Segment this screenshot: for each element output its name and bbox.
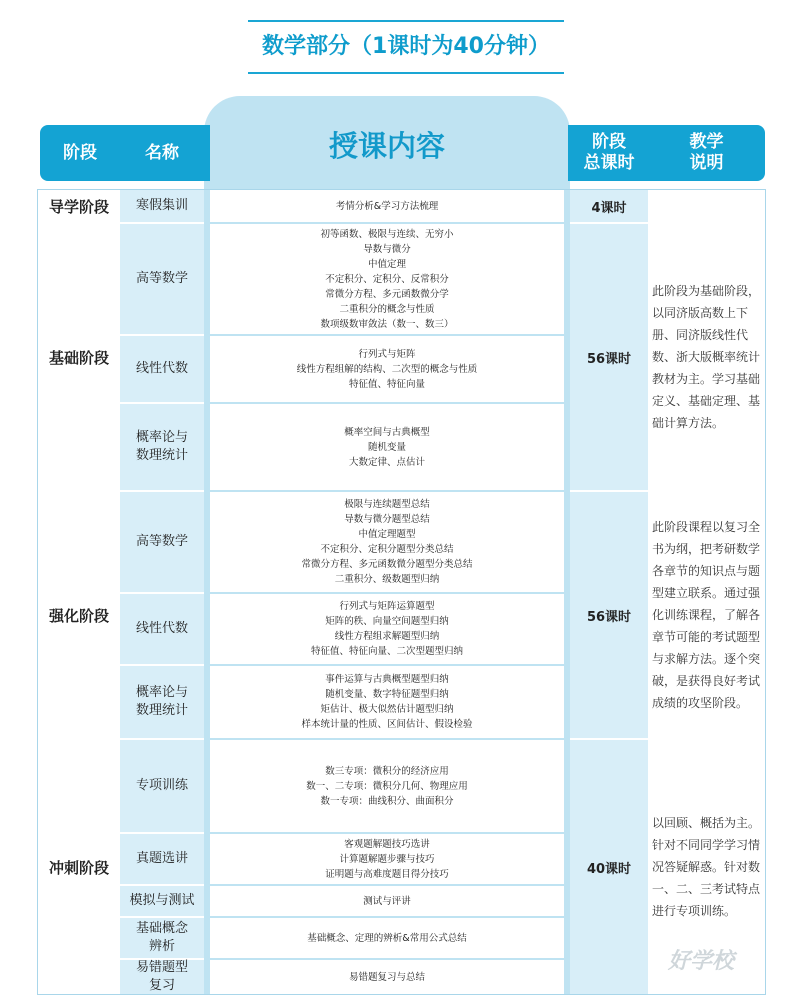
name-cell: 高等数学 [120,492,204,592]
watermark-logo: 好学校 [668,949,735,974]
table-border [37,189,766,995]
header-desc-line1: 教学 [689,132,724,152]
stage-cell: 冲刺阶段 [38,740,120,994]
header-stage: 阶段 [63,142,97,163]
stage-cell: 强化阶段 [38,492,120,738]
header-hours-line1: 阶段 [592,132,626,152]
content-line: 事件运算与古典概型题型归纳 [325,674,449,685]
header-content: 授课内容 [328,128,445,163]
content-line: 二重积分的概念与性质 [339,303,435,315]
hours-cell: 56课时 [570,224,648,490]
content-line: 导数与微分 [363,243,411,255]
content-line: 特征值、特征向量 [348,378,425,390]
content-line: 概率空间与古典概型 [344,426,430,438]
content-line: 数一专项：曲线积分、曲面积分 [320,795,454,807]
content-line: 数三专项：微积分的经济应用 [325,765,449,777]
content-line: 中值定理题型 [358,529,416,540]
content-line: 数一、二专项：微积分几何、物理应用 [306,780,468,792]
content-line: 数项级数审敛法（数一、数三） [320,318,454,330]
content-line: 线性方程组解的结构、二次型的概念与性质 [296,363,478,375]
content-line: 极限与连续题型总结 [344,499,430,510]
header-left [40,125,210,181]
page-title: 数学部分（1课时为40分钟） [262,34,550,59]
name-cell: 概率论与 数理统计 [120,666,204,738]
content-line: 矩估计、极大似然估计题型归纳 [320,704,454,715]
content-line: 证明题与高难度题目得分技巧 [325,868,449,880]
content-line: 矩阵的秩、向量空间题型归纳 [325,616,449,627]
content-line: 导数与微分题型总结 [344,514,430,525]
content-line: 基础概念、定理的辨析&常用公式总结 [307,932,467,944]
content-line: 线性方程组求解题型归纳 [334,631,440,642]
header-hours [570,125,648,181]
content-line: 考情分析&学习方法梳理 [335,200,439,212]
name-cell: 专项训练 [120,740,204,832]
header-name: 名称 [145,142,179,163]
header-hours-line2: 总课时 [583,153,635,173]
header-desc [648,125,765,181]
name-cell: 基础概念 辨析 [120,918,204,958]
content-line: 初等函数、极限与连续、无穷小 [320,228,454,240]
desc-cell: 此阶段为基础阶段，以同济版高数上下册、同济版线性代数、浙大版概率统计教材为主。学习基础定义、基础定理、基础计算方法。 [648,224,765,490]
content-line: 常微分方程、多元函数微分题型分类总结 [301,559,473,570]
name-cell: 易错题型 复习 [120,960,204,994]
content-line: 随机变量、数字特征题型归纳 [325,689,449,700]
content-line: 大数定律、点估计 [348,456,425,468]
content-line: 测试与评讲 [363,895,411,907]
content-line: 易错题复习与总结 [348,971,425,983]
desc-cell: 以回顾、概括为主。针对不同同学学习情况答疑解惑。针对数一、二、三考试特点进行专项训练。 [648,740,765,994]
content-line: 常微分方程、多元函数微分学 [325,288,449,300]
content-line: 行列式与矩阵运算题型 [339,601,435,612]
name-cell: 寒假集训 [120,190,204,222]
name-cell: 真题选讲 [120,834,204,884]
desc-cell: 此阶段课程以复习全书为纲，把考研数学各章节的知识点与题型建立联系。通过强化训练课程，了解各章节可能的考试题型与求解方法。逐个突破，是获得良好考试成绩的攻坚阶段。 [648,492,765,738]
content-line: 不定积分、定积分、反常积分 [325,273,449,285]
content-line: 中值定理 [367,258,406,270]
content-line: 特征值、特征向量、二次型题型归纳 [310,646,463,657]
name-cell: 线性代数 [120,336,204,402]
name-cell: 模拟与测试 [120,886,204,916]
stage-cell: 导学阶段 [38,190,120,222]
hours-cell: 4课时 [570,190,648,222]
title-rule-bottom [248,72,564,74]
content-line: 不定积分、定积分题型分类总结 [320,544,454,555]
content-line: 行列式与矩阵 [358,348,416,360]
content-line: 样本统计量的性质、区间估计、假设检验 [301,719,473,730]
content-line: 计算题解题步骤与技巧 [339,853,435,865]
name-cell: 高等数学 [120,224,204,334]
content-line: 客观题解题技巧选讲 [344,838,430,850]
hours-cell: 56课时 [570,492,648,738]
stage-cell: 基础阶段 [38,224,120,490]
header-desc-line2: 说明 [689,153,724,173]
name-cell: 线性代数 [120,594,204,664]
content-line: 随机变量 [367,441,406,453]
content-line: 二重积分、级数题型归纳 [334,574,440,585]
hours-cell: 40课时 [570,740,648,994]
header-right [568,125,765,181]
name-cell: 概率论与 数理统计 [120,404,204,490]
